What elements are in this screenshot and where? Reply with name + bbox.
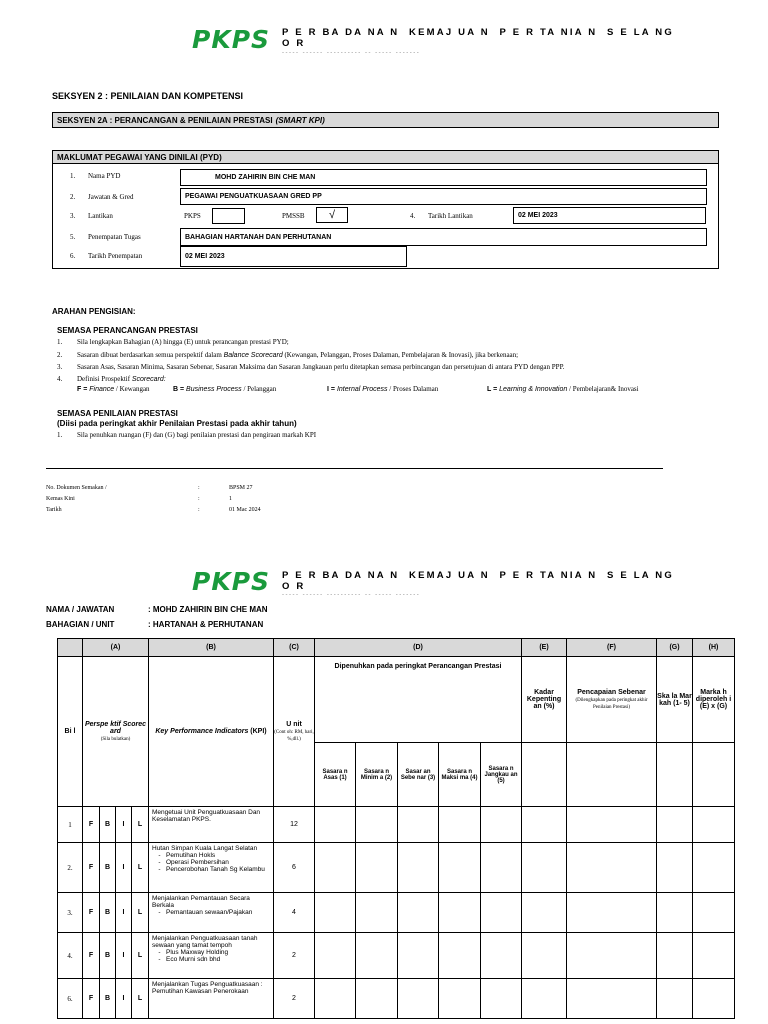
pyd-row-6-label: Tarikh Penempatan xyxy=(88,252,143,260)
unit-cell[interactable]: 6 xyxy=(274,843,315,893)
pkps-logo: PKPS xyxy=(192,25,271,54)
skala-header: Ska la Mar kah (1- 5) xyxy=(657,657,693,743)
input-cell[interactable] xyxy=(439,893,481,933)
col-f-header: (F) xyxy=(567,639,657,657)
pyd-jawatan-field[interactable] xyxy=(180,188,707,205)
section-2a-title: SEKSYEN 2A : PERANCANGAN & PENILAIAN PRESTASI xyxy=(57,115,273,125)
input-cell[interactable] xyxy=(315,893,356,933)
input-cell[interactable] xyxy=(398,843,439,893)
sasaran-maksima-header: Sasara n Maksi ma (4) xyxy=(439,743,481,807)
pyd-row-5-no: 5. xyxy=(70,233,76,241)
input-cell[interactable] xyxy=(398,807,439,843)
input-cell[interactable] xyxy=(356,843,398,893)
kpi-bullet: - Eco Murni sdn bhd xyxy=(166,956,270,963)
input-cell[interactable] xyxy=(481,933,522,979)
penilaian-instruction-1: Sila penuhkan ruangan (F) dan (G) bagi penilaian prestasi dan pengiraan markah KPI xyxy=(77,431,317,439)
definition-i: I = Internal Process / Proses Dalaman xyxy=(327,385,439,393)
perspektif-i[interactable]: I xyxy=(116,933,132,979)
perspektif-l[interactable]: L xyxy=(132,807,149,843)
perspektif-i[interactable]: I xyxy=(116,807,132,843)
footer-value-3: 01 Mac 2024 xyxy=(229,507,261,513)
input-cell[interactable] xyxy=(693,893,735,933)
perspektif-b[interactable]: B xyxy=(100,893,116,933)
penilaian-instruction-1-no: 1. xyxy=(57,431,63,439)
pmssb-label: PMSSB xyxy=(282,212,305,220)
tarikh-penempatan-field[interactable] xyxy=(180,246,407,267)
instruction-4: Definisi Prospektif Scorecard: xyxy=(77,375,166,383)
input-cell[interactable] xyxy=(693,933,735,979)
input-cell[interactable] xyxy=(398,893,439,933)
perspektif-l[interactable]: L xyxy=(132,843,149,893)
input-cell[interactable] xyxy=(439,807,481,843)
pyd-row-5-label: Penempatan Tugas xyxy=(88,233,141,241)
pyd-nama-value: MOHD ZAHIRIN BIN CHE MAN xyxy=(215,174,316,181)
pyd-row-1-no: 1. xyxy=(70,172,76,180)
perspektif-i[interactable]: I xyxy=(116,893,132,933)
kpi-cell[interactable] xyxy=(149,979,274,1019)
pyd-nama-field[interactable] xyxy=(180,169,707,186)
instruction-1: Sila lengkapkan Bahagian (A) hingga (E) untuk perancangan prestasi PYD; xyxy=(77,338,289,346)
unit-cell[interactable]: 2 xyxy=(274,979,315,1019)
row-no: 2. xyxy=(58,843,83,893)
input-cell[interactable] xyxy=(693,979,735,1019)
input-cell[interactable] xyxy=(522,933,567,979)
pyd-row-6-no: 6. xyxy=(70,252,76,260)
kpi-bullet: - Pemutihan Hokls xyxy=(166,852,270,859)
input-cell[interactable] xyxy=(567,807,657,843)
d-header: Dipenuhkan pada peringkat Perancangan Prestasi xyxy=(315,657,522,743)
unit-header: U nit (Cont oh: RM, hari, %,dll.) xyxy=(274,657,315,807)
input-cell[interactable] xyxy=(439,843,481,893)
input-cell[interactable] xyxy=(657,843,693,893)
pkps-checkbox[interactable] xyxy=(212,208,245,224)
input-cell[interactable] xyxy=(481,979,522,1019)
input-cell[interactable] xyxy=(315,933,356,979)
kpi-bullet: - Pemantauan sewaan/Pajakan xyxy=(166,909,270,916)
footer-colon-1: : xyxy=(198,485,200,491)
perspektif-f[interactable]: F xyxy=(83,893,100,933)
kpi-text: Hutan Simpan Kuala Langat Selatan xyxy=(152,845,258,852)
pyd-row-3-no: 3. xyxy=(70,212,76,220)
kpi-header: Key Performance Indicators (KPI) xyxy=(149,657,274,807)
kpi-cell[interactable] xyxy=(149,933,274,979)
footer-colon-3: : xyxy=(198,507,200,513)
skala-subcell xyxy=(657,743,693,807)
bahagian-unit-value: : HARTANAH & PERHUTANAN xyxy=(148,620,264,629)
instruction-2-no: 2. xyxy=(57,351,63,359)
instruction-4-no: 4. xyxy=(57,375,63,383)
footer-value-1: BPSM 27 xyxy=(229,485,253,491)
kpi-cell[interactable] xyxy=(149,807,274,843)
col-d-header: (D) xyxy=(315,639,522,657)
perspektif-f[interactable]: F xyxy=(83,933,100,979)
instruction-3: Sasaran Asas, Sasaran Minima, Sasaran Sebenar, Sasaran Maksima dan Sasaran Jangkauan perlu ditetapkan semasa perbincangan dan persetujuan di antara PYD dengan PPP. xyxy=(77,363,565,371)
col-g-header: (G) xyxy=(657,639,693,657)
perspektif-f[interactable]: F xyxy=(83,843,100,893)
kadar-subcell xyxy=(522,743,567,807)
perspektif-f[interactable]: F xyxy=(83,807,100,843)
input-cell[interactable] xyxy=(567,893,657,933)
input-cell[interactable] xyxy=(439,979,481,1019)
definition-f: F = Finance / Kewangan xyxy=(77,385,150,393)
input-cell[interactable] xyxy=(398,933,439,979)
pyd-row-1-label: Nama PYD xyxy=(88,172,121,180)
input-cell[interactable] xyxy=(522,807,567,843)
kpi-table xyxy=(57,638,735,1019)
org-name-line1-page2: P E R BA DA NA N KEMAJ UA N P E R TA NIA N S E LA NG xyxy=(282,570,674,581)
penempatan-value: BAHAGIAN HARTANAH DAN PERHUTANAN xyxy=(185,233,332,241)
input-cell[interactable] xyxy=(481,807,522,843)
row-no: 6. xyxy=(58,979,83,1019)
sasaran-asas-header: Sasara n Asas (1) xyxy=(315,743,356,807)
unit-cell[interactable]: 4 xyxy=(274,893,315,933)
pyd-header-bar xyxy=(52,150,719,164)
row-no: 3. xyxy=(58,893,83,933)
input-cell[interactable] xyxy=(567,933,657,979)
kadar-header: Kadar Kepenting an (%) xyxy=(522,657,567,743)
arahan-title: ARAHAN PENGISIAN: xyxy=(52,307,136,316)
kpi-body xyxy=(58,807,735,1019)
section-2-title: SEKSYEN 2 : PENILAIAN DAN KOMPETENSI xyxy=(52,91,244,101)
sasaran-jangkauan-header: Sasara n Jangkau an (5) xyxy=(481,743,522,807)
nama-jawatan-value: : MOHD ZAHIRIN BIN CHE MAN xyxy=(148,605,268,614)
pmssb-checkbox[interactable] xyxy=(316,207,348,223)
pyd-jawatan-value: PEGAWAI PENGUATKUASAAN GRED PP xyxy=(185,193,322,200)
perspektif-i[interactable]: I xyxy=(116,979,132,1019)
definition-l: L = Learning & Innovation / Pembelajaran& Inovasi xyxy=(487,385,639,393)
table-row xyxy=(58,979,735,1019)
perspektif-b[interactable]: B xyxy=(100,843,116,893)
tarikh-lantikan-field[interactable] xyxy=(513,207,706,224)
org-name-line2-page2: O R xyxy=(282,581,306,592)
input-cell[interactable] xyxy=(522,979,567,1019)
kpi-text: Menjalankan Tugas Penguatkuasaan : Pemutihan Kawasan Penerokaan xyxy=(152,981,263,995)
row-no: 4. xyxy=(58,933,83,979)
instruction-3-no: 3. xyxy=(57,363,63,371)
input-cell[interactable] xyxy=(481,843,522,893)
pyd-header: MAKLUMAT PEGAWAI YANG DINILAI (PYD) xyxy=(57,152,222,162)
input-cell[interactable] xyxy=(657,979,693,1019)
col-c-header: (C) xyxy=(274,639,315,657)
section-2a-title-italic: (SMART KPI) xyxy=(275,115,325,125)
input-cell[interactable] xyxy=(657,933,693,979)
input-cell[interactable] xyxy=(657,893,693,933)
pkps-label: PKPS xyxy=(184,212,201,220)
footer-colon-2: : xyxy=(198,496,200,502)
input-cell[interactable] xyxy=(398,979,439,1019)
col-bil-blank xyxy=(58,639,83,657)
input-cell[interactable] xyxy=(315,979,356,1019)
instruction-2: Sasaran dibuat berdasarkan semua perspektif dalam Balance Scorecard (Kewangan, Pelanggan, Proses Dalaman, Pembelajaran & Inovasi), jika berkenaan; xyxy=(77,351,519,359)
footer-label-3: Tarikh xyxy=(46,507,62,513)
markah-header: Marka h diperoleh i (E) x (G) xyxy=(693,657,735,743)
kpi-text: Mengetuai Unit Penguatkuasaan Dan Keselamatan PKPS. xyxy=(152,809,261,823)
pkps-logo-page2: PKPS xyxy=(192,567,271,596)
table-row xyxy=(58,893,735,933)
pencapaian-subcell xyxy=(567,743,657,807)
unit-cell[interactable]: 12 xyxy=(274,807,315,843)
table-row xyxy=(58,933,735,979)
unit-cell[interactable]: 2 xyxy=(274,933,315,979)
pyd-row-2-label: Jawatan & Gred xyxy=(88,193,134,201)
perspektif-l[interactable]: L xyxy=(132,893,149,933)
penilaian-title: SEMASA PENILAIAN PRESTASI xyxy=(57,409,178,418)
bil-header: Bi l xyxy=(58,657,83,807)
org-name-line1: P E R BA DA NA N KEMAJ UA N P E R TA NIA N S E LA NG xyxy=(282,27,674,38)
col-a-header: (A) xyxy=(83,639,149,657)
tarikh-lantikan-label: Tarikh Lantikan xyxy=(428,212,473,220)
perspektif-l[interactable]: L xyxy=(132,979,149,1019)
table-row xyxy=(58,843,735,893)
tarikh-lantikan-no: 4. xyxy=(410,212,416,220)
kpi-bullet: - Plus Maxway Holding xyxy=(166,949,270,956)
perspektif-b[interactable]: B xyxy=(100,979,116,1019)
nama-jawatan-label: NAMA / JAWATAN xyxy=(46,605,115,614)
perspektif-l[interactable]: L xyxy=(132,933,149,979)
input-cell[interactable] xyxy=(315,843,356,893)
row-no: 1 xyxy=(58,807,83,843)
input-cell[interactable] xyxy=(567,843,657,893)
penempatan-field[interactable] xyxy=(180,228,707,246)
perspektif-header: Perspe ktif Scorec ard (Sila bulatkan) xyxy=(83,657,149,807)
instruction-1-no: 1. xyxy=(57,338,63,346)
table-row xyxy=(58,807,735,843)
perspektif-f[interactable]: F xyxy=(83,979,100,1019)
kpi-text: Menjalankan Pemantauan Secara Berkala xyxy=(152,895,250,909)
perspektif-b[interactable]: B xyxy=(100,807,116,843)
input-cell[interactable] xyxy=(567,979,657,1019)
input-cell[interactable] xyxy=(657,807,693,843)
input-cell[interactable] xyxy=(315,807,356,843)
perspektif-b[interactable]: B xyxy=(100,933,116,979)
perspektif-i[interactable]: I xyxy=(116,843,132,893)
pyd-row-2-no: 2. xyxy=(70,193,76,201)
col-e-header: (E) xyxy=(522,639,567,657)
input-cell[interactable] xyxy=(439,933,481,979)
perancangan-title: SEMASA PERANCANGAN PRESTASI xyxy=(57,326,198,335)
bahagian-unit-label: BAHAGIAN / UNIT xyxy=(46,620,115,629)
tarikh-penempatan-value: 02 MEI 2023 xyxy=(185,253,225,260)
input-cell[interactable] xyxy=(481,893,522,933)
sasaran-minima-header: Sasara n Minim a (2) xyxy=(356,743,398,807)
footer-value-2: 1 xyxy=(229,496,232,502)
sasaran-sebenar-header: Sasar an Sebe nar (3) xyxy=(398,743,439,807)
input-cell[interactable] xyxy=(356,893,398,933)
kpi-text: Menjalankan Penguatkuasaan tanah sewaan yang tamat tempoh xyxy=(152,935,258,949)
input-cell[interactable] xyxy=(522,893,567,933)
pmssb-check-mark: √ xyxy=(328,209,336,221)
input-cell[interactable] xyxy=(693,843,735,893)
col-b-header: (B) xyxy=(149,639,274,657)
col-h-header: (H) xyxy=(693,639,735,657)
pyd-row-3-label: Lantikan xyxy=(88,212,113,220)
input-cell[interactable] xyxy=(693,807,735,843)
definition-b: B = Business Process / Pelanggan xyxy=(173,385,277,393)
input-cell[interactable] xyxy=(356,933,398,979)
tarikh-lantikan-value: 02 MEI 2023 xyxy=(518,212,558,219)
input-cell[interactable] xyxy=(356,979,398,1019)
footer-label-2: Kemas Kini xyxy=(46,496,75,502)
footer-label-1: No. Dokumen Semakan / xyxy=(46,485,107,491)
section-2a-bar xyxy=(52,112,719,128)
org-subtitle-page2: ----- ------ ---------- -- ----- ------- xyxy=(282,592,421,598)
footer-divider xyxy=(46,468,663,469)
kpi-cell[interactable] xyxy=(149,843,274,893)
org-subtitle: ----- ------ ---------- -- ----- ------- xyxy=(282,50,421,56)
markah-subcell xyxy=(693,743,735,807)
input-cell[interactable] xyxy=(356,807,398,843)
kpi-bullet: - Pencerobohan Tanah Sg Kelambu xyxy=(166,866,270,873)
pencapaian-header: Pencapaian Sebenar (Dilengkapkan pada peringkat akhir Penilaian Prestasi) xyxy=(567,657,657,743)
org-name-line2: O R xyxy=(282,38,306,49)
kpi-cell[interactable] xyxy=(149,893,274,933)
penilaian-subtitle: (Diisi pada peringkat akhir Penilaian Prestasi pada akhir tahun) xyxy=(57,419,297,428)
input-cell[interactable] xyxy=(522,843,567,893)
kpi-bullet: - Operasi Pembersihan xyxy=(166,859,270,866)
